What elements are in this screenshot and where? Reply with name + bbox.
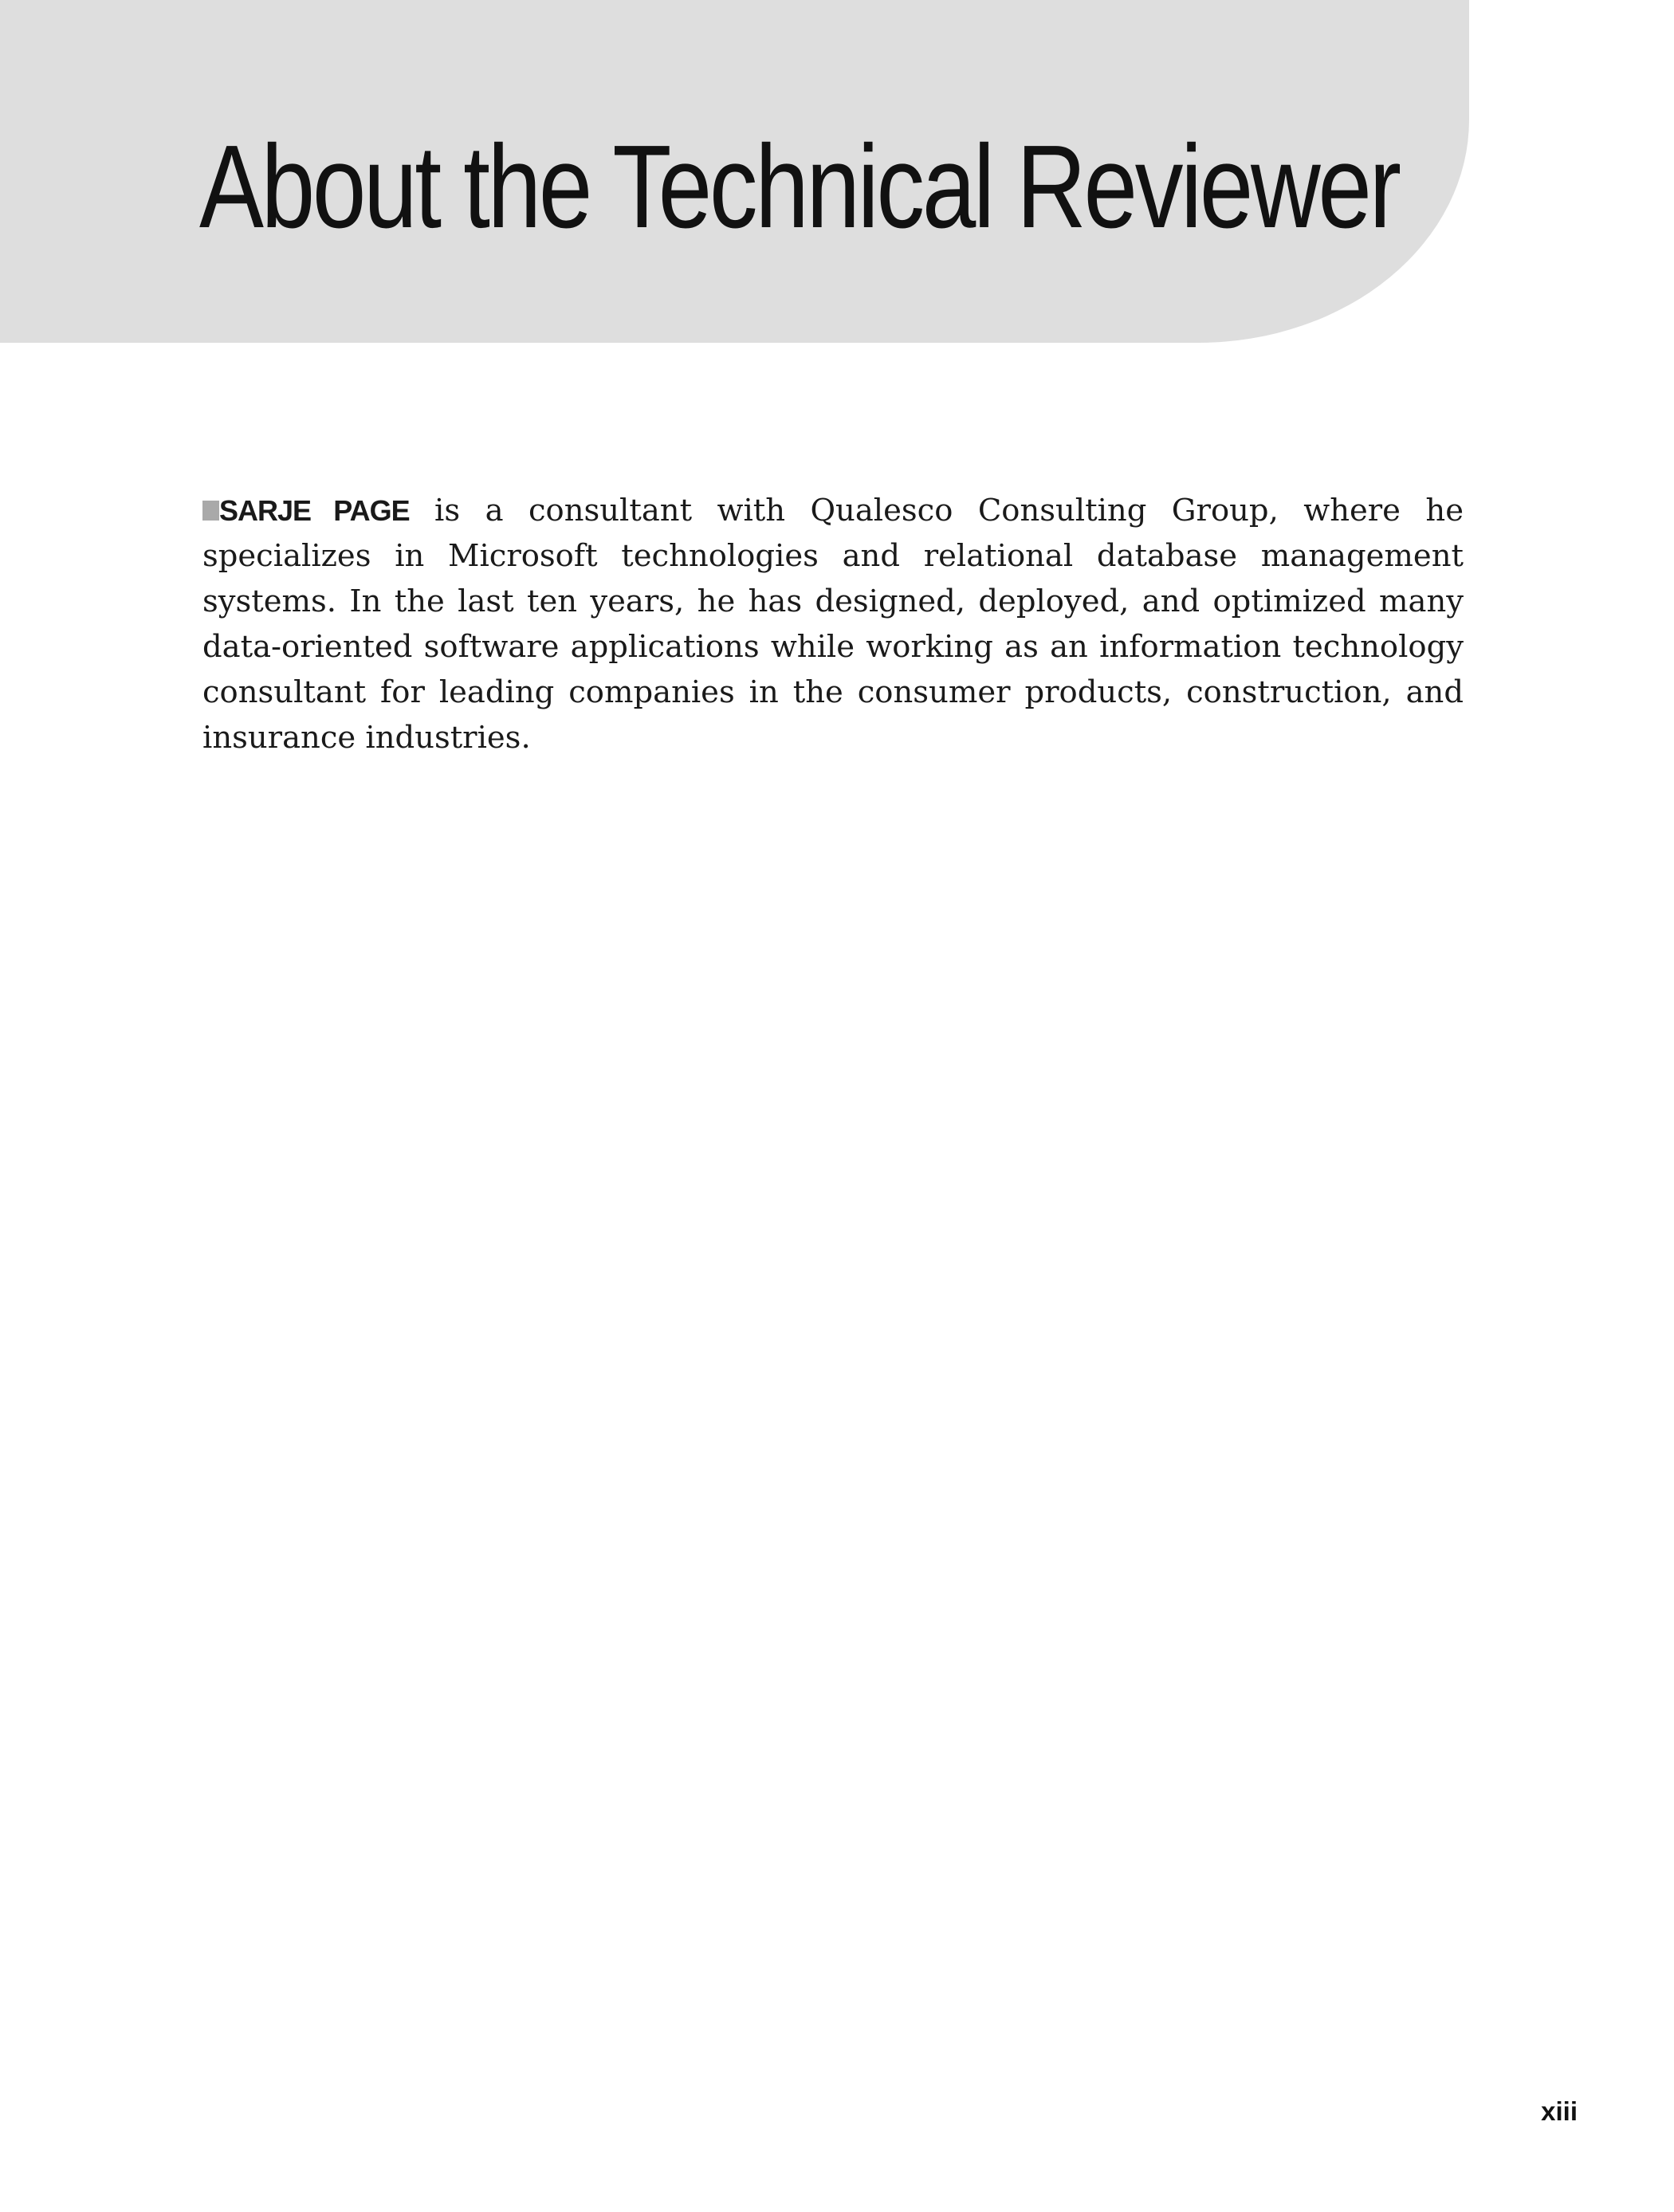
reviewer-bio — [202, 488, 1464, 760]
reviewer-name: SARJE PAGE — [219, 494, 410, 527]
chapter-header-band — [0, 0, 1469, 343]
bio-marker-square — [202, 501, 219, 521]
chapter-title: About the Technical Reviewer — [199, 121, 1399, 253]
page-number: xiii — [1541, 2096, 1578, 2126]
reviewer-bio-text: is a consultant with Qualesco Consulting Group, where he specializes in Microsoft technologies and relational database management systems. In the last ten years, he has designed, deployed, and optimized many data-oriented software applications while working as an information technology consultant for leading companies in the consumer products, construction, and insurance industries. — [202, 493, 1464, 756]
